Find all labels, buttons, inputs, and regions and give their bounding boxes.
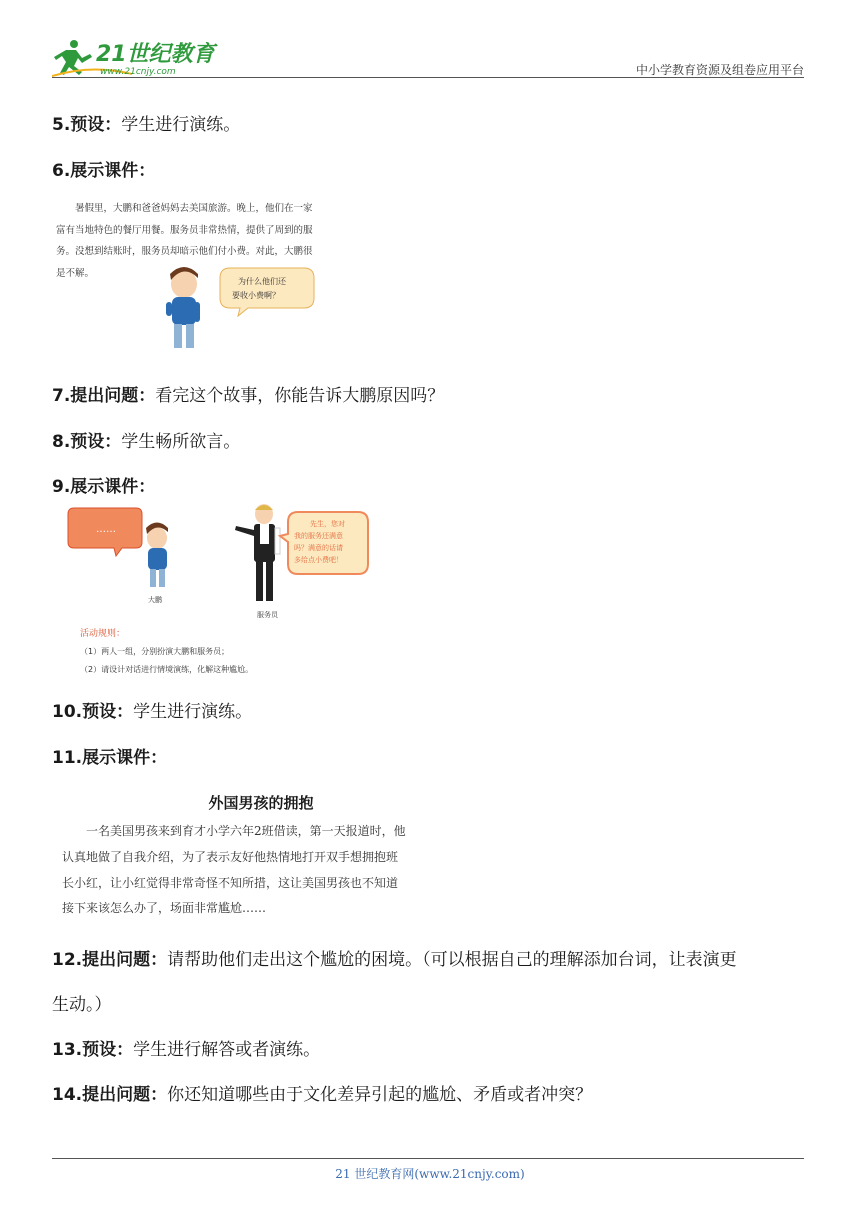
- dialogue-illustration: [66, 502, 376, 682]
- svg-text:先生，您对: 先生，您对: [310, 520, 345, 528]
- svg-text:我的服务还满意: 我的服务还满意: [294, 532, 343, 540]
- question-bubble: [220, 268, 314, 316]
- boy-icon: [146, 523, 168, 588]
- svg-text:……: ……: [96, 524, 116, 535]
- courseware-figure-2: [66, 502, 376, 682]
- logo-text: 21世纪教育: [96, 42, 215, 67]
- item-8: 8.预设：学生畅所欲言。: [52, 432, 241, 452]
- header-divider: [52, 77, 804, 78]
- courseware-figure-3: [56, 790, 466, 920]
- footer-link[interactable]: 21 世纪教育网(www.21cnjy.com): [335, 1167, 525, 1181]
- ellipsis-bubble: [68, 508, 142, 556]
- waiter-icon: [235, 504, 280, 601]
- rule-2: （2）请设计对话进行情境演练，化解这种尴尬。: [80, 665, 254, 674]
- logo-url: www.21cnjy.com: [100, 67, 176, 77]
- boy-caption: 大鹏: [148, 596, 162, 604]
- story-title: 外国男孩的拥抱: [208, 794, 314, 812]
- page-header: [52, 34, 804, 78]
- story-line: 接下来该怎么办了，场面非常尴尬……: [62, 901, 267, 915]
- story-line: 一名美国男孩来到育才小学六年2班借读，第一天报道时，他: [62, 824, 406, 838]
- rule-1: （1）两人一组，分别扮演大鹏和服务员；: [80, 647, 230, 656]
- story-line: 长小红，让小红觉得非常奇怪不知所措，这让美国男孩也不知道: [62, 876, 399, 890]
- item-7: 7.提出问题：看完这个故事，你能告诉大鹏原因吗？: [52, 386, 445, 406]
- logo: [52, 34, 227, 78]
- item-5: 5.预设：学生进行演练。: [52, 115, 241, 135]
- item-12-continued: 生动。）: [52, 995, 112, 1015]
- svg-text:为什么他们还: 为什么他们还: [238, 277, 286, 286]
- boy-with-bubble-illustration: [156, 266, 356, 356]
- item-10: 10.预设：学生进行演练。: [52, 702, 253, 722]
- svg-text:吗？满意的话请: 吗？满意的话请: [294, 544, 343, 552]
- boy-icon: [166, 267, 200, 348]
- item-14: 14.提出问题：你还知道哪些由于文化差异引起的尴尬、矛盾或者冲突？: [52, 1085, 593, 1105]
- courseware-figure-1: [56, 198, 356, 356]
- rules-title: 活动规则：: [80, 629, 126, 639]
- item-11: 11.展示课件：: [52, 748, 168, 768]
- item-13: 13.预设：学生进行解答或者演练。: [52, 1040, 321, 1060]
- story-line: 认真地做了自我介绍，为了表示友好他热情地打开双手想拥抱班: [62, 850, 399, 864]
- svg-text:要收小费啊？: 要收小费啊？: [232, 291, 280, 300]
- waiter-caption: 服务员: [257, 611, 278, 619]
- item-9: 9.展示课件：: [52, 477, 156, 497]
- waiter-bubble: [280, 512, 368, 574]
- item-12: 12.提出问题：请帮助他们走出这个尴尬的困境。（可以根据自己的理解添加台词，让表演更: [52, 950, 737, 970]
- header-platform-text: 中小学教育资源及组卷应用平台: [635, 63, 804, 77]
- story-text: 暑假里，大鹏和爸爸妈妈去美国旅游。晚上，他们在一家 富有当地特色的餐厅用餐。服务员非常热情，提供了周到的服 务。没想到结账时，服务员却暗示他们付小费。对此，大鹏很 是不解。: [56, 203, 313, 279]
- svg-text:多给点小费吧！: 多给点小费吧！: [294, 556, 343, 564]
- footer-divider: [52, 1158, 804, 1159]
- item-6: 6.展示课件：: [52, 161, 156, 181]
